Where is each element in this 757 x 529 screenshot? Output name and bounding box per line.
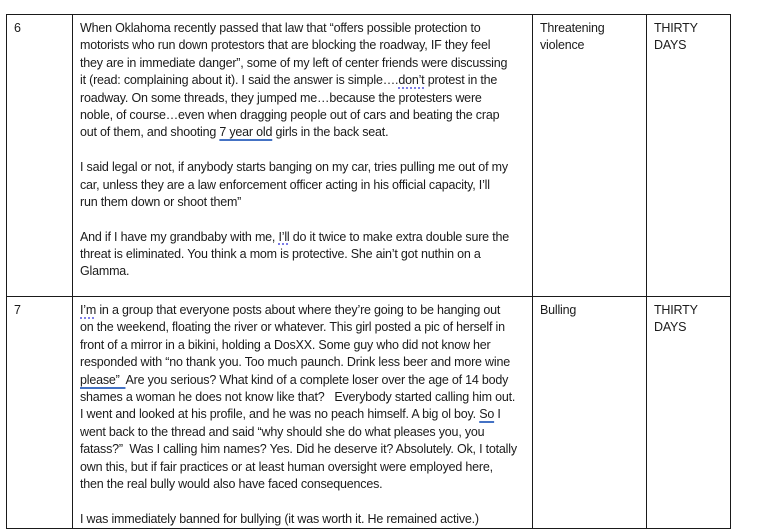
row-number-cell [7, 297, 73, 529]
table-row [7, 15, 731, 297]
text-segment: it (read: complaining about it). I said the answer is simple…. [80, 73, 399, 88]
text-line [80, 302, 525, 319]
incident-text-cell [73, 297, 533, 529]
text-line [80, 337, 525, 354]
text-line [80, 476, 525, 493]
text-line [80, 406, 525, 423]
flagged-text: 7 year old [219, 125, 273, 140]
text-segment: front of a mirror in a bikini, holding a DosXX. Some guy who did not know her [80, 337, 491, 352]
text-line [80, 319, 525, 336]
text-segment: Glamma. [80, 264, 130, 279]
text-line [80, 90, 525, 107]
flagged-text: So [479, 407, 495, 422]
category-cell [533, 15, 647, 297]
text-line [80, 372, 525, 389]
blank-line [80, 142, 525, 159]
text-segment: on the weekend, floating the river or whatever. This girl posted a pic of herself in [80, 320, 505, 335]
duration-line: DAYS [654, 320, 687, 335]
text-segment: then the real bully would also have faced consequences. [80, 476, 383, 491]
blank-line [80, 493, 525, 510]
text-segment: protest in the [424, 73, 498, 88]
text-line [80, 177, 525, 194]
text-line [80, 107, 525, 124]
flagged-text: I’ll [278, 229, 290, 244]
text-line [80, 511, 525, 528]
text-segment: own this, but if fair practices or at least human oversight were employed here, [80, 459, 493, 474]
text-line [80, 159, 525, 176]
blank-line [80, 211, 525, 228]
text-segment: girls in the back seat. [272, 125, 389, 140]
text-segment: roadway. On some threads, they jumped me…because the protesters were [80, 90, 482, 105]
flagged-text: don’t [398, 73, 425, 88]
text-segment: went back to the thread and said “why should she do what pleases you, you [80, 424, 485, 439]
text-line [80, 72, 525, 89]
text-segment: shames a woman he does not know like that? Everybody started calling him out. [80, 389, 516, 404]
text-line [80, 459, 525, 476]
text-line [80, 424, 525, 441]
text-line [80, 37, 525, 54]
text-segment: I said legal or not, if anybody starts banging on my car, tries pulling me out of my [80, 160, 508, 175]
duration-cell [647, 297, 731, 529]
flagged-text: I’m [80, 303, 97, 317]
text-segment: out of them, and shooting [80, 125, 220, 140]
text-line [80, 441, 525, 458]
text-line [80, 20, 525, 37]
category-label: Bulling [540, 303, 577, 317]
text-segment: Are you serious? What kind of a complete loser over the age of 14 body [125, 372, 509, 387]
text-segment: do it twice to make extra double sure the [289, 229, 509, 244]
text-line [80, 263, 525, 280]
text-segment: noble, of course…even when dragging people out of cars and beating the crap [80, 107, 500, 122]
moderation-table [6, 14, 731, 529]
row-number: 6 [14, 21, 21, 35]
duration-line: THIRTY [654, 21, 698, 35]
text-segment: fatass?” Was I calling him names? Yes. Did he deserve it? Absolutely. Ok, I totally [80, 442, 517, 457]
text-segment: run them down or shoot them” [80, 194, 242, 209]
text-line [80, 194, 525, 211]
text-segment: motorists who run down protestors that are blocking the roadway, IF they feel [80, 38, 491, 53]
text-segment: threat is eliminated. You think a mom is protective. She ain’t got nuthin on a [80, 247, 481, 262]
category-cell [533, 297, 647, 529]
incident-text-cell [73, 15, 533, 297]
duration-line: THIRTY [654, 303, 698, 317]
text-segment: I [494, 407, 501, 422]
text-line [80, 124, 525, 141]
text-segment: car, unless they are a law enforcement officer acting in his official capacity, I’ll [80, 177, 490, 192]
flagged-text: please” [80, 372, 126, 387]
text-segment: When Oklahoma recently passed that law that “offers possible protection to [80, 21, 481, 35]
text-segment: in a group that everyone posts about where they’re going to be hanging out [96, 303, 501, 317]
duration-line: DAYS [654, 38, 687, 53]
text-line [80, 55, 525, 72]
row-number-cell [7, 15, 73, 297]
text-line [80, 354, 525, 371]
category-label: Threatening violence [540, 21, 605, 53]
text-segment: responded with “no thank you. Too much paunch. Drink less beer and more wine [80, 355, 510, 370]
text-segment: they are in immediate danger”, some of my left of center friends were discussing [80, 55, 508, 70]
text-line [80, 246, 525, 263]
text-line [80, 389, 525, 406]
text-segment: I went and looked at his profile, and he was no peach himself. A big ol boy. [80, 407, 480, 422]
row-number: 7 [14, 303, 21, 317]
text-segment: And if I have my grandbaby with me, [80, 229, 279, 244]
text-segment: I was immediately banned for bullying (it was worth it. He remained active.) [80, 511, 479, 526]
duration-cell [647, 15, 731, 297]
text-line [80, 229, 525, 246]
table-row [7, 297, 731, 529]
